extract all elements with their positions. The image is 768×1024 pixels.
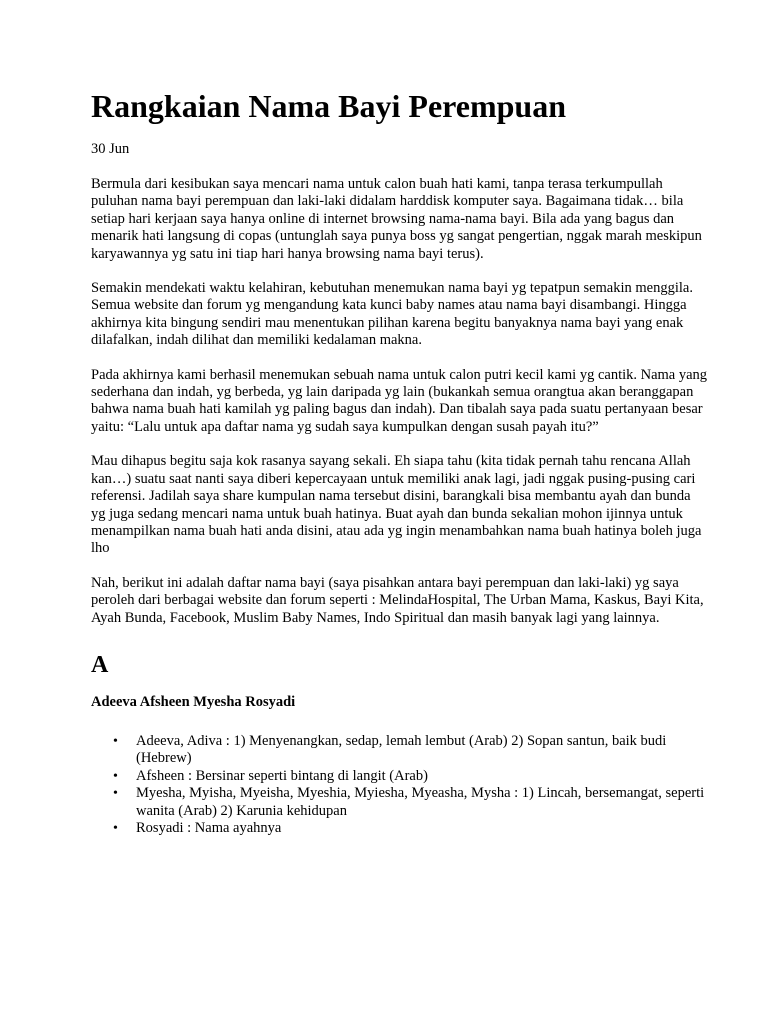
list-item-text: Afsheen : Bersinar seperti bintang di langit (Arab)	[136, 767, 428, 784]
paragraph-3: Pada akhirnya kami berhasil menemukan sebuah nama untuk calon putri kecil kami yg cantik. Nama yang sederhana dan indah, yg berbeda, yg lain daripada yg lain (bukankah semua orangtua akan beranggapan bahwa nama buah hati kamilah yg paling bagus dan indah). Dan tibalah saya pada suatu pertanyaan besar yaitu: “Lalu untuk apa daftar nama yg sudah saya kumpulkan dengan susah payah itu?”	[91, 366, 708, 435]
bullet-icon: •	[113, 733, 118, 749]
list-item	[113, 732, 708, 768]
bullet-icon: •	[113, 786, 118, 802]
post-date: 30 Jun	[91, 141, 130, 157]
bullet-icon: •	[113, 768, 118, 784]
paragraph-1: Bermula dari kesibukan saya mencari nama untuk calon buah hati kami, tanpa terasa terkumpullah puluhan nama bayi perempuan dan laki-laki didalam harddisk komputer saya. Bagaimana tidak… bila setiap hari kerjaan saya hanya online di internet browsing nama-nama bayi. Bila ada yang bagus dan menarik hati langsung di copas (untunglah saya punya boss yg sangat pengertian, nggak marah meskipun karyawannya yg satu ini tiap hari hanya browsing nama bayi terus).	[91, 176, 702, 262]
list-item-text: Adeeva, Adiva : 1) Menyenangkan, sedap, lemah lembut (Arab) 2) Sopan santun, baik budi (Hebrew)	[136, 732, 667, 767]
name-group-heading: Adeeva Afsheen Myesha Rosyadi	[91, 693, 296, 710]
list-item-text: Myesha, Myisha, Myeisha, Myeshia, Myiesha, Myeasha, Mysha : 1) Lincah, bersemangat, seperti wanita (Arab) 2) Karunia kehidupan	[136, 785, 705, 819]
list-item	[113, 767, 708, 785]
list-item-text: Rosyadi : Nama ayahnya	[136, 819, 282, 836]
bullet-icon: •	[113, 820, 118, 836]
page-title: Rangkaian Nama Bayi Perempuan	[91, 88, 567, 124]
paragraph-5: Nah, berikut ini adalah daftar nama bayi (saya pisahkan antara bayi perempuan dan laki-laki) yg saya peroleh dari berbagai website dan forum seperti : MelindaHospital, The Urban Mama, Kaskus, Bayi Kita, Ayah Bunda, Facebook, Muslim Baby Names, Indo Spiritual dan masih banyak lagi yang lainnya.	[91, 574, 704, 626]
paragraph-4: Mau dihapus begitu saja kok rasanya sayang sekali. Eh siapa tahu (kita tidak pernah tahu rencana Allah kan…) suatu saat nanti saya diberi kepercayaan untuk memiliki anak lagi, jadi nggak pusing-pusing cari referensi. Jadilah saya share kumpulan nama tersebut disini, barangkali bisa membantu ayah dan bunda yg juga sedang mencari nama untuk buah hatinya. Buat ayah dan bunda sekalian mohon ijinnya untuk menampilkan nama buah hati anda disini, atau ada yg ingin menambahkan nama buah hatinya boleh juga lho	[91, 453, 702, 557]
name-meaning-list	[91, 733, 708, 837]
list-item	[113, 819, 708, 837]
paragraph-2: Semakin mendekati waktu kelahiran, kebutuhan menemukan nama bayi yg tepatpun semakin menggila. Semua website dan forum yg mengandung kata kunci baby names atau nama bayi disambangi. Hingga akhirnya kita bingung sendiri mau menentukan pilihan karena begitu banyaknya nama bayi yang enak dilafalkan, indah dilihat dan memiliki kedalaman makna.	[91, 280, 693, 349]
section-letter-heading: A	[91, 651, 109, 678]
list-item	[113, 785, 708, 820]
